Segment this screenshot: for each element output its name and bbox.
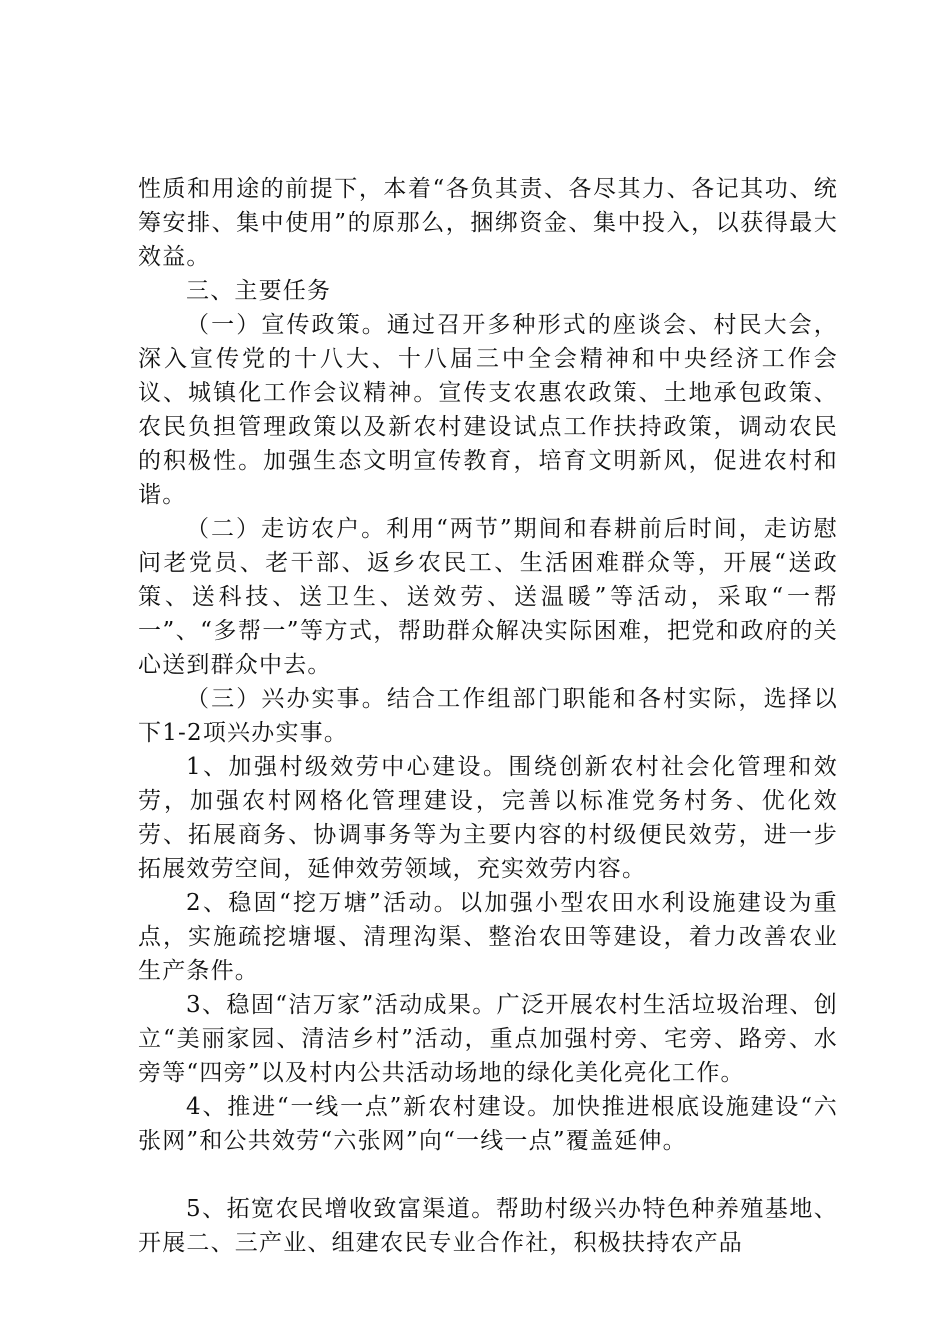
paragraph-practical-matters: （三）兴办实事。结合工作组部门职能和各村实际，选择以下1-2项兴办实事。 [138, 686, 838, 746]
paragraph-visit-farmers: （二）走访农户。利用“两节”期间和春耕前后时间，走访慰问老党员、老干部、返乡农民工、生活困难群众等，开展“送政策、送科技、送卫生、送效劳、送温暖”等活动，采取“一帮一”、“多帮一”等方式，帮助群众解决实际困难，把党和政府的关心送到群众中去。 [138, 516, 838, 678]
document-body [138, 172, 838, 1260]
paragraph-continuation: 性质和用途的前提下，本着“各负其责、各尽其力、各记其功、统筹安排、集中使用”的原那么，捆绑资金、集中投入，以获得最大效益。 [138, 176, 838, 270]
paragraph-item-2: 2、稳固“挖万塘”活动。以加强小型农田水利设施建设为重点，实施疏挖塘堰、清理沟渠、整治农田等建设，着力改善农业生产条件。 [138, 890, 838, 984]
paragraph-item-1: 1、加强村级效劳中心建设。围绕创新农村社会化管理和效劳，加强农村网格化管理建设，完善以标准党务村务、优化效劳、拓展商务、协调事务等为主要内容的村级便民效劳，进一步拓展效劳空间，延伸效劳领域，充实效劳内容。 [138, 754, 838, 882]
paragraph-item-5: 5、拓宽农民增收致富渠道。帮助村级兴办特色种养殖基地、开展二、三产业、组建农民专业合作社，积极扶持农产品 [138, 1196, 838, 1256]
paragraph-item-3: 3、稳固“洁万家”活动成果。广泛开展农村生活垃圾治理、创立“美丽家园、清洁乡村”活动，重点加强村旁、宅旁、路旁、水旁等“四旁”以及村内公共活动场地的绿化美化亮化工作。 [138, 992, 838, 1086]
section-heading-main-tasks: 三、主要任务 [186, 278, 332, 304]
paragraph-publicize-policy: （一）宣传政策。通过召开多种形式的座谈会、村民大会，深入宣传党的十八大、十八届三中全会精神和中央经济工作会议、城镇化工作会议精神。宣传支农惠农政策、土地承包政策、农民负担管理政策以及新农村建设试点工作扶持政策，调动农民的积极性。加强生态文明宣传教育，培育文明新风，促进农村和谐。 [138, 312, 838, 508]
paragraph-item-4: 4、推进“一线一点”新农村建设。加快推进根底设施建设“六张网”和公共效劳“六张网”向“一线一点”覆盖延伸。 [138, 1094, 838, 1154]
